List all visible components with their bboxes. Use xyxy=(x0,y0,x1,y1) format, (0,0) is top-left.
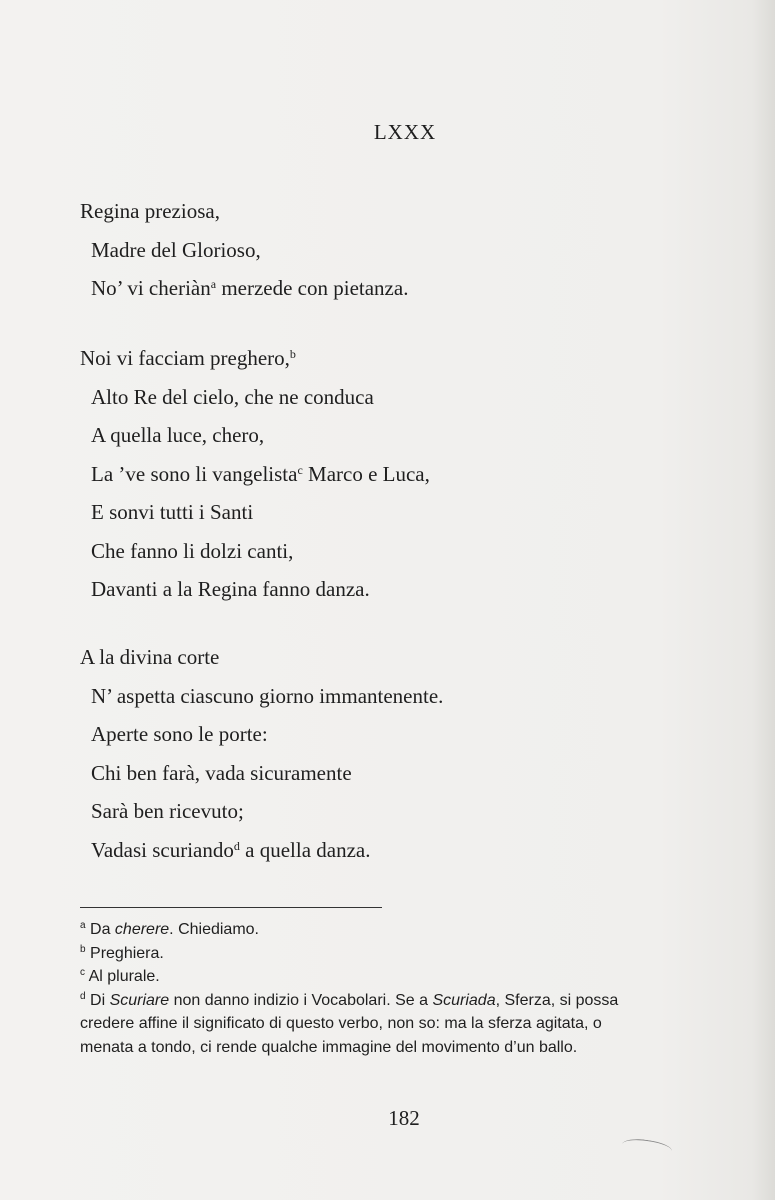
verse-line: Aperte sono le porte: xyxy=(91,722,268,746)
footnote-ref-b: b xyxy=(289,347,296,361)
footnotes xyxy=(80,918,760,1059)
poem-title: LXXX xyxy=(373,120,437,144)
verse-line: No’ vi cheriàn$^a$ merzede con pietanza. xyxy=(91,276,409,300)
page-number: 182 xyxy=(388,1106,420,1130)
verse-line: Che fanno li dolzi canti, xyxy=(91,538,294,563)
footnote-ref-c: c xyxy=(297,462,303,477)
verse-line: Regina preziosa, xyxy=(80,199,220,223)
footnote-d-continued: menata a tondo, ci rende qualche immagine del movimento d’un ballo. xyxy=(80,1038,578,1056)
stanza-2 xyxy=(80,339,430,609)
verse-line: Noi vi facciam preghero,$^b$ xyxy=(80,346,296,370)
footnote-c: $^c$ Al plurale. xyxy=(80,967,160,985)
verse-line: Sarà ben ricevuto; xyxy=(91,799,244,823)
verse-line: E sonvi tutti i Santi xyxy=(91,500,254,524)
footnote-d-continued: credere affine il significato di questo verbo, non so: ma la sferza agitata, o xyxy=(80,1015,602,1032)
footnote-b: $^b$ Preghiera. xyxy=(80,943,164,962)
verse-line: Davanti a la Regina fanno danza. xyxy=(91,577,370,601)
footnote-ref-d: d xyxy=(233,838,240,853)
paper-mark xyxy=(621,1137,673,1159)
stanza-3 xyxy=(80,638,443,869)
verse-line: La ’ve sono li vangelista$^c$ Marco e Luca, xyxy=(91,461,430,486)
footnote-separator xyxy=(80,907,382,908)
verse-line: Alto Re del cielo, che ne conduca xyxy=(91,384,374,409)
verse-line: Madre del Glorioso, xyxy=(91,237,261,262)
verse-line: A la divina corte xyxy=(80,645,220,669)
footnote-ref-a: a xyxy=(210,277,217,291)
verse-line: Vadasi scuriando$^d$ a quella danza. xyxy=(91,837,371,862)
stanza-1 xyxy=(80,192,408,308)
footnote-d: $^d$ Di Scuriare non danno indizio i Vocabolari. Se a Scuriada, Sferza, si possa xyxy=(80,990,619,1009)
verse-line: N’ aspetta ciascuno giorno immantenente. xyxy=(91,683,444,708)
verse-line: A quella luce, chero, xyxy=(91,423,265,447)
verse-line: Chi ben farà, vada sicuramente xyxy=(91,760,352,785)
footnote-a: $^a$ Da cherere. Chiediamo. xyxy=(80,920,259,938)
